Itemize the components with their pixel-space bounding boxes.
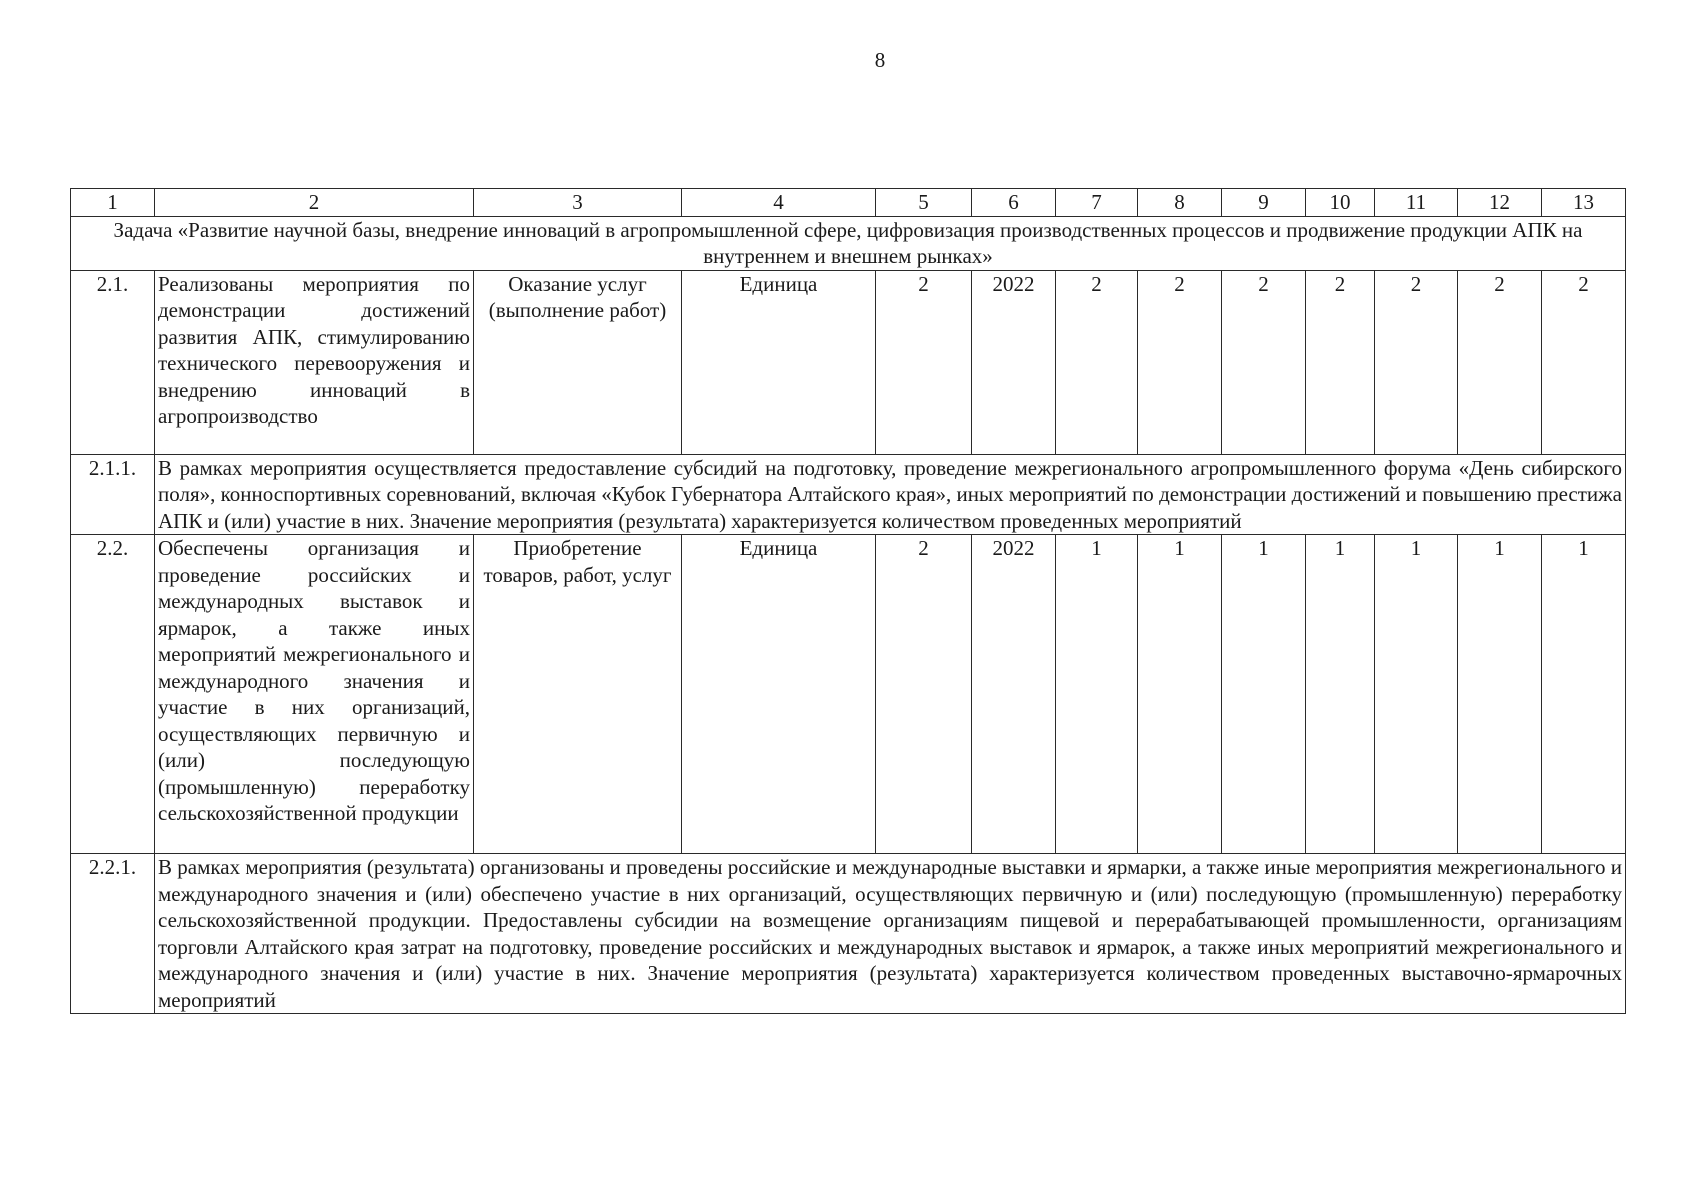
column-header: 4 xyxy=(682,189,876,217)
row-number: 2.1. xyxy=(71,270,155,454)
measure-name: Реализованы мероприятия по демонстрации достижений развития АПК, стимулированию технического перевооружения и внедрению инноваций в агропроизводство xyxy=(155,270,474,454)
year-value: 1 xyxy=(1306,535,1375,854)
base-year: 2022 xyxy=(972,535,1056,854)
measure-type: Оказание услуг (выполнение работ) xyxy=(474,270,682,454)
column-header: 7 xyxy=(1056,189,1138,217)
year-value: 1 xyxy=(1375,535,1458,854)
row-number: 2.2.1. xyxy=(71,854,155,1014)
measure-name: Обеспечены организация и проведение российских и международных выставок и ярмарок, а также иных мероприятий межрегионального и международного значения и участие в них организаций, осуществляющих первичную и (или) последующую (промышленную) переработку сельскохозяйственной продукции xyxy=(155,535,474,854)
unit-of-measure: Единица xyxy=(682,270,876,454)
column-header: 12 xyxy=(1458,189,1542,217)
measure-description: В рамках мероприятия осуществляется предоставление субсидий на подготовку, проведение межрегионального агропромышленного форума «День сибирского поля», конноспортивных соревнований, включая «Кубок Губернатора Алтайского края», иных мероприятий по демонстрации достижений и повышению престижа АПК и (или) участие в них. Значение мероприятия (результата) характеризуется количеством проведенных мероприятий xyxy=(155,454,1626,535)
table-row xyxy=(71,854,1626,1014)
year-value: 1 xyxy=(1056,535,1138,854)
year-value: 2 xyxy=(1056,270,1138,454)
year-value: 2 xyxy=(1222,270,1306,454)
row-number: 2.2. xyxy=(71,535,155,854)
table-row xyxy=(71,270,1626,454)
measure-description: В рамках мероприятия (результата) организованы и проведены российские и международные выставки и ярмарки, а также иные мероприятия межрегионального и международного значения и (или) обеспечено участие в них организаций, осуществляющих первичную и (или) последующую (промышленную) переработку сельскохозяйственной продукции. Предоставлены субсидии на возмещение организациям пищевой и перерабатывающей промышленности, организациям торговли Алтайского края затрат на подготовку, проведение российских и международных выставок и ярмарок, а также иных мероприятий межрегионального и международного значения и (или) участие в них. Значение мероприятия (результата) характеризуется количеством проведенных выставочно-ярмарочных мероприятий xyxy=(155,854,1626,1014)
column-header: 3 xyxy=(474,189,682,217)
base-value: 2 xyxy=(876,270,972,454)
year-value: 2 xyxy=(1542,270,1626,454)
year-value: 2 xyxy=(1458,270,1542,454)
page-number: 8 xyxy=(874,48,886,72)
task-title: Задача «Развитие научной базы, внедрение инноваций в агропромышленной сфере, цифровизация производственных процессов и продвижение продукции АПК на внутреннем и внешнем рынках» xyxy=(71,216,1626,270)
year-value: 2 xyxy=(1138,270,1222,454)
column-header: 2 xyxy=(155,189,474,217)
table-row xyxy=(71,454,1626,535)
year-value: 2 xyxy=(1375,270,1458,454)
column-header: 1 xyxy=(71,189,155,217)
table-row xyxy=(71,535,1626,854)
year-value: 1 xyxy=(1542,535,1626,854)
column-header: 6 xyxy=(972,189,1056,217)
column-header: 11 xyxy=(1375,189,1458,217)
unit-of-measure: Единица xyxy=(682,535,876,854)
column-header: 13 xyxy=(1542,189,1626,217)
column-header: 5 xyxy=(876,189,972,217)
column-header: 10 xyxy=(1306,189,1375,217)
task-row xyxy=(71,216,1626,270)
year-value: 2 xyxy=(1306,270,1375,454)
column-header: 8 xyxy=(1138,189,1222,217)
year-value: 1 xyxy=(1458,535,1542,854)
column-header: 9 xyxy=(1222,189,1306,217)
base-year: 2022 xyxy=(972,270,1056,454)
indicators-table xyxy=(70,188,1626,1014)
year-value: 1 xyxy=(1222,535,1306,854)
column-number-row xyxy=(71,189,1626,217)
year-value: 1 xyxy=(1138,535,1222,854)
measure-type: Приобретение товаров, работ, услуг xyxy=(474,535,682,854)
row-number: 2.1.1. xyxy=(71,454,155,535)
base-value: 2 xyxy=(876,535,972,854)
